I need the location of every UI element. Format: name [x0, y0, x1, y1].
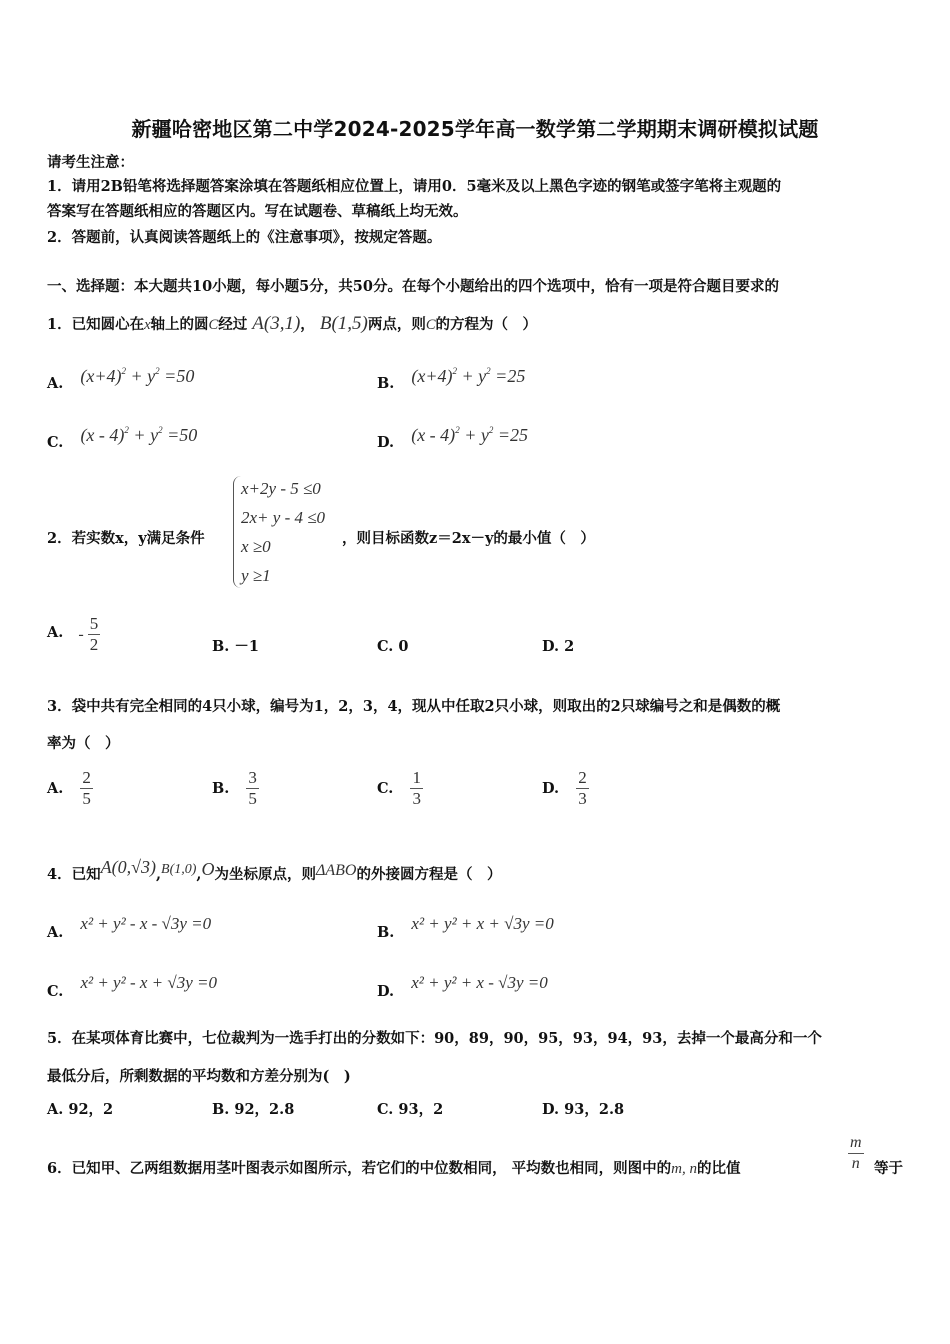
- q4-option-c-eq: x² + y² - x + √3y =0: [80, 973, 217, 992]
- q1-option-b-label: B.: [377, 375, 395, 392]
- q1-text-4: 两点，则: [367, 316, 426, 333]
- q2-option-c-label: C.: [377, 638, 394, 655]
- q6-fraction: $\frac{m}{n}$: [850, 1134, 862, 1172]
- q4-option-b[interactable]: [377, 914, 554, 941]
- q4-option-c[interactable]: [47, 973, 217, 1000]
- question-1: [47, 311, 537, 338]
- q4-option-a-eq: x² + y² - x - √3y =0: [80, 914, 212, 933]
- q4-option-d[interactable]: [377, 973, 548, 1000]
- q4-point-b: B(1,0): [161, 862, 197, 877]
- q1-comma: ，: [300, 316, 315, 333]
- q5-option-a-label: A.: [47, 1101, 64, 1118]
- q5-option-a[interactable]: [47, 1097, 113, 1122]
- q2-option-a-label: A.: [47, 624, 64, 641]
- q2-option-b-label: B.: [212, 638, 230, 655]
- q2-condition-1: x+2y - 5 ≤0: [241, 479, 321, 498]
- q2-option-b[interactable]: [212, 634, 259, 659]
- q2-option-d[interactable]: [542, 634, 574, 659]
- q2-option-c[interactable]: [377, 634, 409, 659]
- q6-text-3: 等于: [874, 1160, 903, 1177]
- q5-option-c[interactable]: [377, 1097, 443, 1122]
- q3-option-d-label: D.: [542, 780, 560, 797]
- q2-conditions: [241, 474, 325, 590]
- q4-option-c-label: C.: [47, 983, 64, 1000]
- q2-option-d-value: 2: [564, 638, 575, 655]
- q5-option-c-label: C.: [377, 1101, 394, 1118]
- q4-text-2: 为坐标原点，则: [214, 866, 316, 883]
- section-heading: 一、选择题：本大题共10小题，每小题5分，共50分。在每个小题给出的四个选项中，恰有一项是符合题目要求的: [47, 278, 779, 295]
- q4-triangle: ΔABO: [315, 862, 357, 879]
- q1-option-d-eq: $(x - 4)^2 + y^2 =25$: [411, 425, 528, 445]
- q1-option-c[interactable]: [47, 425, 198, 451]
- q5-line-2: 最低分后，所剩数据的平均数和方差分别为( ): [47, 1068, 351, 1085]
- notice-heading: 请考生注意：: [47, 154, 134, 171]
- q3-option-d-fraction: $\frac{2}{3}$: [578, 768, 587, 808]
- q2-condition-4: y ≥1: [241, 566, 271, 585]
- q5-option-a-value: 92，2: [68, 1101, 114, 1118]
- q2-option-b-value: －1: [234, 638, 259, 655]
- q6-text-2: 的比值: [696, 1160, 741, 1177]
- q3-option-c-fraction: $\frac{1}{3}$: [412, 768, 421, 808]
- q5-option-b-label: B.: [212, 1101, 230, 1118]
- q5-option-d[interactable]: [542, 1097, 624, 1122]
- q1-text-3: 经过: [218, 316, 248, 333]
- q5-option-d-label: D.: [542, 1101, 560, 1118]
- q3-option-b-label: B.: [212, 780, 230, 797]
- q3-option-b[interactable]: [212, 768, 259, 809]
- q3-option-c[interactable]: [377, 768, 423, 809]
- notice-item-1-line-2: 答案写在答题纸相应的答题区内。写在试题卷、草稿纸上均无效。: [47, 203, 468, 220]
- q1-point-b: B(1,5): [319, 313, 368, 334]
- q6-text-1: 6．已知甲、乙两组数据用茎叶图表示如图所示，若它们的中位数相同， 平均数也相同，则图中的m, n的比值: [47, 1160, 741, 1177]
- q1-text-5: 的方程为（ ）: [435, 316, 538, 333]
- q4-option-a[interactable]: [47, 914, 212, 941]
- q1-option-a[interactable]: [47, 366, 195, 392]
- q5-line-1: 5．在某项体育比赛中，七位裁判为一选手打出的分数如下：90，89，90，95，93，94，93，去掉一个最高分和一个: [47, 1030, 822, 1047]
- q4-option-a-label: A.: [47, 924, 64, 941]
- q1-point-a: A(3,1): [252, 313, 301, 334]
- q1-x: x: [144, 317, 151, 333]
- q3-option-b-fraction: $\frac{3}{5}$: [248, 768, 257, 808]
- q2-text-1: 2．若实数x，y满足条件: [47, 530, 205, 547]
- q2-option-c-value: 0: [398, 638, 409, 655]
- q3-option-d[interactable]: [542, 768, 589, 809]
- question-4: 4．已知A(0,√3),B(1,0),O为坐标原点，则ΔABO的外接圆方程是（ ）: [47, 857, 502, 883]
- q2-option-d-label: D.: [542, 638, 560, 655]
- q2-option-a-sign: -: [78, 626, 88, 643]
- q5-option-b-value: 92，2.8: [234, 1101, 295, 1118]
- q1-text-2: 轴上的圆: [150, 316, 209, 333]
- q2-condition-3: x ≥0: [241, 537, 271, 556]
- q4-option-d-eq: x² + y² + x - √3y =0: [411, 973, 548, 992]
- q2-condition-2: 2x+ y - 4 ≤0: [241, 508, 326, 527]
- q5-option-d-value: 93，2.8: [564, 1101, 625, 1118]
- q3-option-a-fraction: $\frac{2}{5}$: [82, 768, 91, 808]
- notice-item-2: 2．答题前，认真阅读答题纸上的《注意事项》，按规定答题。: [47, 229, 442, 246]
- q1-c: C: [208, 317, 219, 333]
- q4-option-b-eq: x² + y² + x + √3y =0: [411, 914, 554, 933]
- q6-mn: m, n: [671, 1161, 697, 1177]
- q3-option-c-label: C.: [377, 780, 394, 797]
- q1-option-d-label: D.: [377, 434, 395, 451]
- q5-option-b[interactable]: [212, 1097, 294, 1122]
- q1-option-a-eq: $(x+4)^2 + y^2 =50$: [80, 366, 195, 386]
- q4-point-a: A(0,√3): [100, 857, 156, 877]
- page-title: 新疆哈密地区第二中学2024-2025学年高一数学第二学期期末调研模拟试题: [131, 117, 819, 141]
- q3-option-a[interactable]: [47, 768, 93, 809]
- q1-text-1: 1．已知圆心在: [47, 316, 145, 333]
- q3-line-1: 3．袋中共有完全相同的4只小球，编号为1，2，3，4，现从中任取2只小球，则取出的2只球编号之和是偶数的概: [47, 698, 781, 715]
- q1-option-c-eq: $(x - 4)^2 + y^2 =50$: [80, 425, 198, 445]
- q2-option-a-fraction: $\frac{5}{2}$: [89, 614, 99, 654]
- q1-option-a-label: A.: [47, 375, 64, 392]
- q1-option-b[interactable]: [377, 366, 526, 392]
- notice-item-1-line-1: 1．请用2B铅笔将选择题答案涂填在答题纸相应位置上，请用0．5毫米及以上黑色字迹的钢笔或签字笔将主观题的: [47, 178, 782, 195]
- q4-text-1: 4．已知: [47, 866, 101, 883]
- q1-option-d[interactable]: [377, 425, 528, 451]
- q2-option-a[interactable]: [47, 614, 100, 655]
- q4-point-o: O: [201, 859, 215, 879]
- q5-option-c-value: 93，2: [398, 1101, 444, 1118]
- q3-option-a-label: A.: [47, 780, 64, 797]
- q1-c-2: C: [425, 317, 436, 333]
- q1-option-c-label: C.: [47, 434, 64, 451]
- q4-option-b-label: B.: [377, 924, 395, 941]
- q2-text-2: ，则目标函数z＝2x－y的最小值（ ）: [342, 530, 595, 547]
- q4-text-3: 的外接圆方程是（ ）: [356, 866, 502, 883]
- q1-option-b-eq: $(x+4)^2 + y^2 =25$: [411, 366, 526, 386]
- q4-option-d-label: D.: [377, 983, 395, 1000]
- q3-line-2: 率为（ ）: [47, 735, 120, 752]
